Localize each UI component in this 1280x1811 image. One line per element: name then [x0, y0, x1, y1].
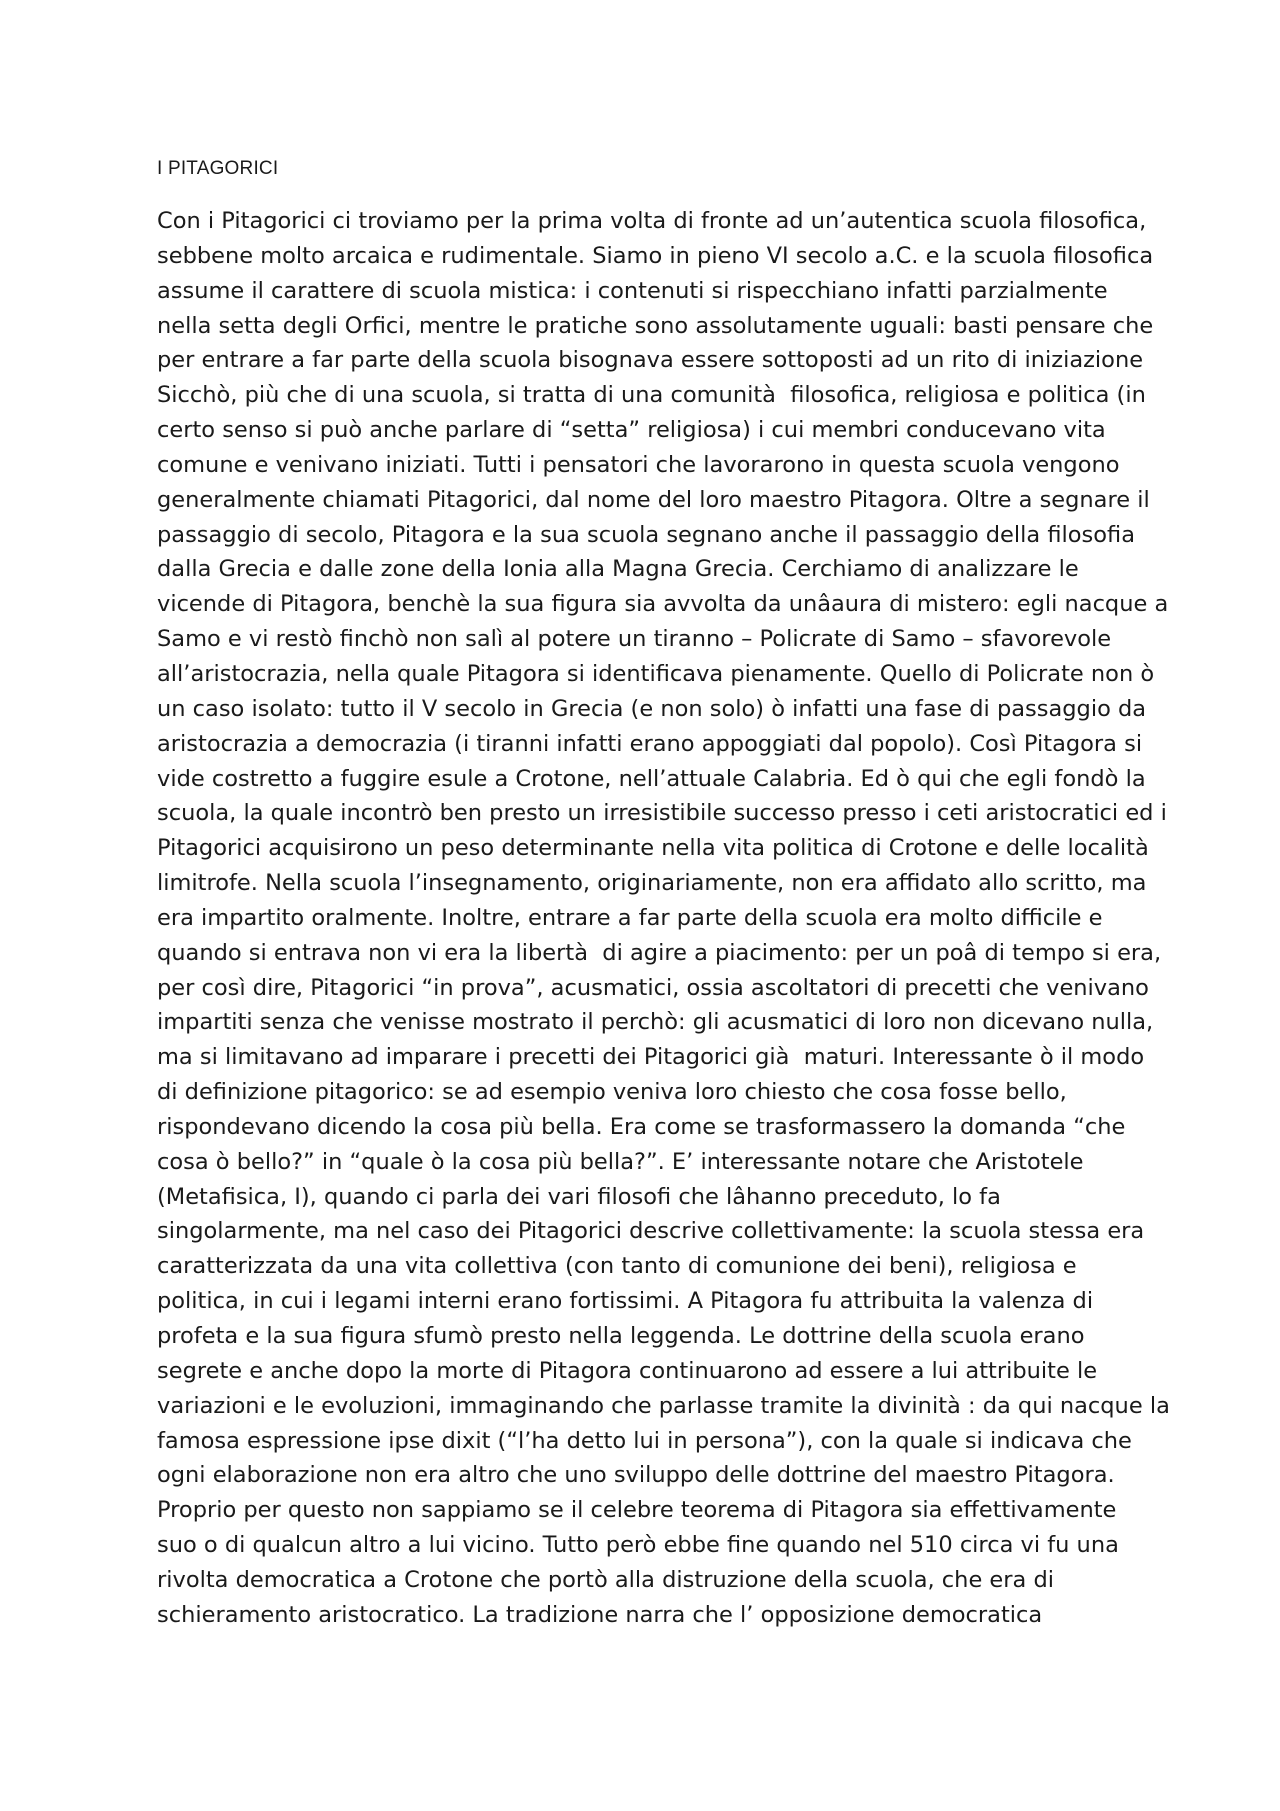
body-line: Con i Pitagorici ci troviamo per la prima volta di fronte ad un’autentica scuola filosofica, — [157, 208, 1147, 234]
body-line: vide costretto a fuggire esule a Crotone, nell’attuale Calabria. Ed ò qui che egli fondò la — [157, 765, 1146, 792]
body-line: ma si limitavano ad imparare i precetti dei Pitagorici già maturi. Interessante ò il modo — [157, 1044, 1145, 1071]
body-line: per entrare a far parte della scuola bisognava essere sottoposti ad un rito di iniziazione — [157, 347, 1144, 374]
body-line: comune e venivano iniziati. Tutti i pensatori che lavorarono in questa scuola vengono — [157, 451, 1120, 478]
body-line: assume il carattere di scuola mistica: i contenuti si rispecchiano infatti parzialmente — [157, 277, 1108, 304]
body-line: caratterizzata da una vita collettiva (con tanto di comunione dei beni), religiosa e — [157, 1253, 1077, 1280]
body-line: scuola, la quale incontrò ben presto un irresistibile successo presso i ceti aristocratici ed i — [157, 800, 1167, 827]
body-line: dalla Grecia e dalle zone della Ionia alla Magna Grecia. Cerchiamo di analizzare le — [157, 556, 1079, 583]
body-line: all’aristocrazia, nella quale Pitagora si identificava pienamente. Quello di Policrate non ò — [157, 660, 1155, 687]
document-body — [157, 204, 1170, 1633]
body-line: vicende di Pitagora, benchè la sua figura sia avvolta da unâaura di mistero: egli nacque a — [157, 591, 1169, 618]
body-line: sebbene molto arcaica e rudimentale. Siamo in pieno VI secolo a.C. e la scuola filosofica — [157, 242, 1154, 269]
body-line: Proprio per questo non sappiamo se il celebre teorema di Pitagora sia effettivamente — [157, 1497, 1117, 1524]
body-line: cosa ò bello?” in “quale ò la cosa più bella?”. E’ interessante notare che Aristotele — [157, 1148, 1084, 1175]
body-line: politica, in cui i legami interni erano fortissimi. A Pitagora fu attribuita la valenza di — [157, 1288, 1094, 1315]
body-line: impartiti senza che venisse mostrato il perchò: gli acusmatici di loro non dicevano nulla, — [157, 1009, 1154, 1036]
body-line: (Metafisica, I), quando ci parla dei vari filosofi che lâhanno preceduto, lo fa — [157, 1183, 1001, 1210]
body-line: variazioni e le evoluzioni, immaginando che parlasse tramite la divinità : da qui nacque la — [157, 1392, 1170, 1419]
body-line: per così dire, Pitagorici “in prova”, acusmatici, ossia ascoltatori di precetti che venivano — [157, 974, 1149, 1001]
body-line: aristocrazia a democrazia (i tiranni infatti erano appoggiati dal popolo). Così Pitagora si — [157, 730, 1143, 757]
body-line: famosa espressione ipse dixit (“l’ha detto lui in persona”), con la quale si indicava che — [157, 1427, 1132, 1454]
body-line: certo senso si può anche parlare di “setta” religiosa) i cui membri conducevano vita — [157, 417, 1106, 444]
body-line: nella setta degli Orfici, mentre le pratiche sono assolutamente uguali: basti pensare che — [157, 312, 1154, 339]
body-line: singolarmente, ma nel caso dei Pitagorici descrive collettivamente: la scuola stessa era — [157, 1218, 1145, 1245]
body-line: profeta e la sua figura sfumò presto nella leggenda. Le dottrine della scuola erano — [157, 1323, 1085, 1349]
body-line: passaggio di secolo, Pitagora e la sua scuola segnano anche il passaggio della filosofia — [157, 521, 1135, 548]
document-title: I PITAGORICI — [157, 158, 279, 179]
body-line: schieramento aristocratico. La tradizione narra che l’ opposizione democratica — [157, 1601, 1043, 1628]
body-line: suo o di qualcun altro a lui vicino. Tutto però ebbe fine quando nel 510 circa vi fu una — [157, 1532, 1119, 1559]
body-line: Pitagorici acquisirono un peso determinante nella vita politica di Crotone e delle località — [157, 835, 1149, 862]
body-line: ogni elaborazione non era altro che uno sviluppo delle dottrine del maestro Pitagora. — [157, 1462, 1115, 1489]
body-line: generalmente chiamati Pitagorici, dal nome del loro maestro Pitagora. Oltre a segnare il — [157, 486, 1150, 513]
body-line: rispondevano dicendo la cosa più bella. Era come se trasformassero la domanda “che — [157, 1113, 1126, 1140]
body-line: Samo e vi restò finchò non salì al potere un tiranno – Policrate di Samo – sfavorevole — [157, 626, 1112, 653]
body-line: segrete e anche dopo la morte di Pitagora continuarono ad essere a lui attribuite le — [157, 1357, 1098, 1384]
body-line: era impartito oralmente. Inoltre, entrare a far parte della scuola era molto difficile e — [157, 904, 1103, 931]
body-line: limitrofe. Nella scuola l’insegnamento, originariamente, non era affidato allo scritto, ma — [157, 870, 1147, 897]
body-line: Sicchò, più che di una scuola, si tratta di una comunità filosofica, religiosa e politica (in — [157, 382, 1146, 409]
body-line: quando si entrava non vi era la libertà di agire a piacimento: per un poâ di tempo si era, — [157, 939, 1162, 966]
body-line: di definizione pitagorico: se ad esempio veniva loro chiesto che cosa fosse bello, — [157, 1079, 1067, 1106]
body-line: un caso isolato: tutto il V secolo in Grecia (e non solo) ò infatti una fase di passaggio da — [157, 695, 1147, 722]
body-line: rivolta democratica a Crotone che portò alla distruzione della scuola, che era di — [157, 1566, 1055, 1593]
